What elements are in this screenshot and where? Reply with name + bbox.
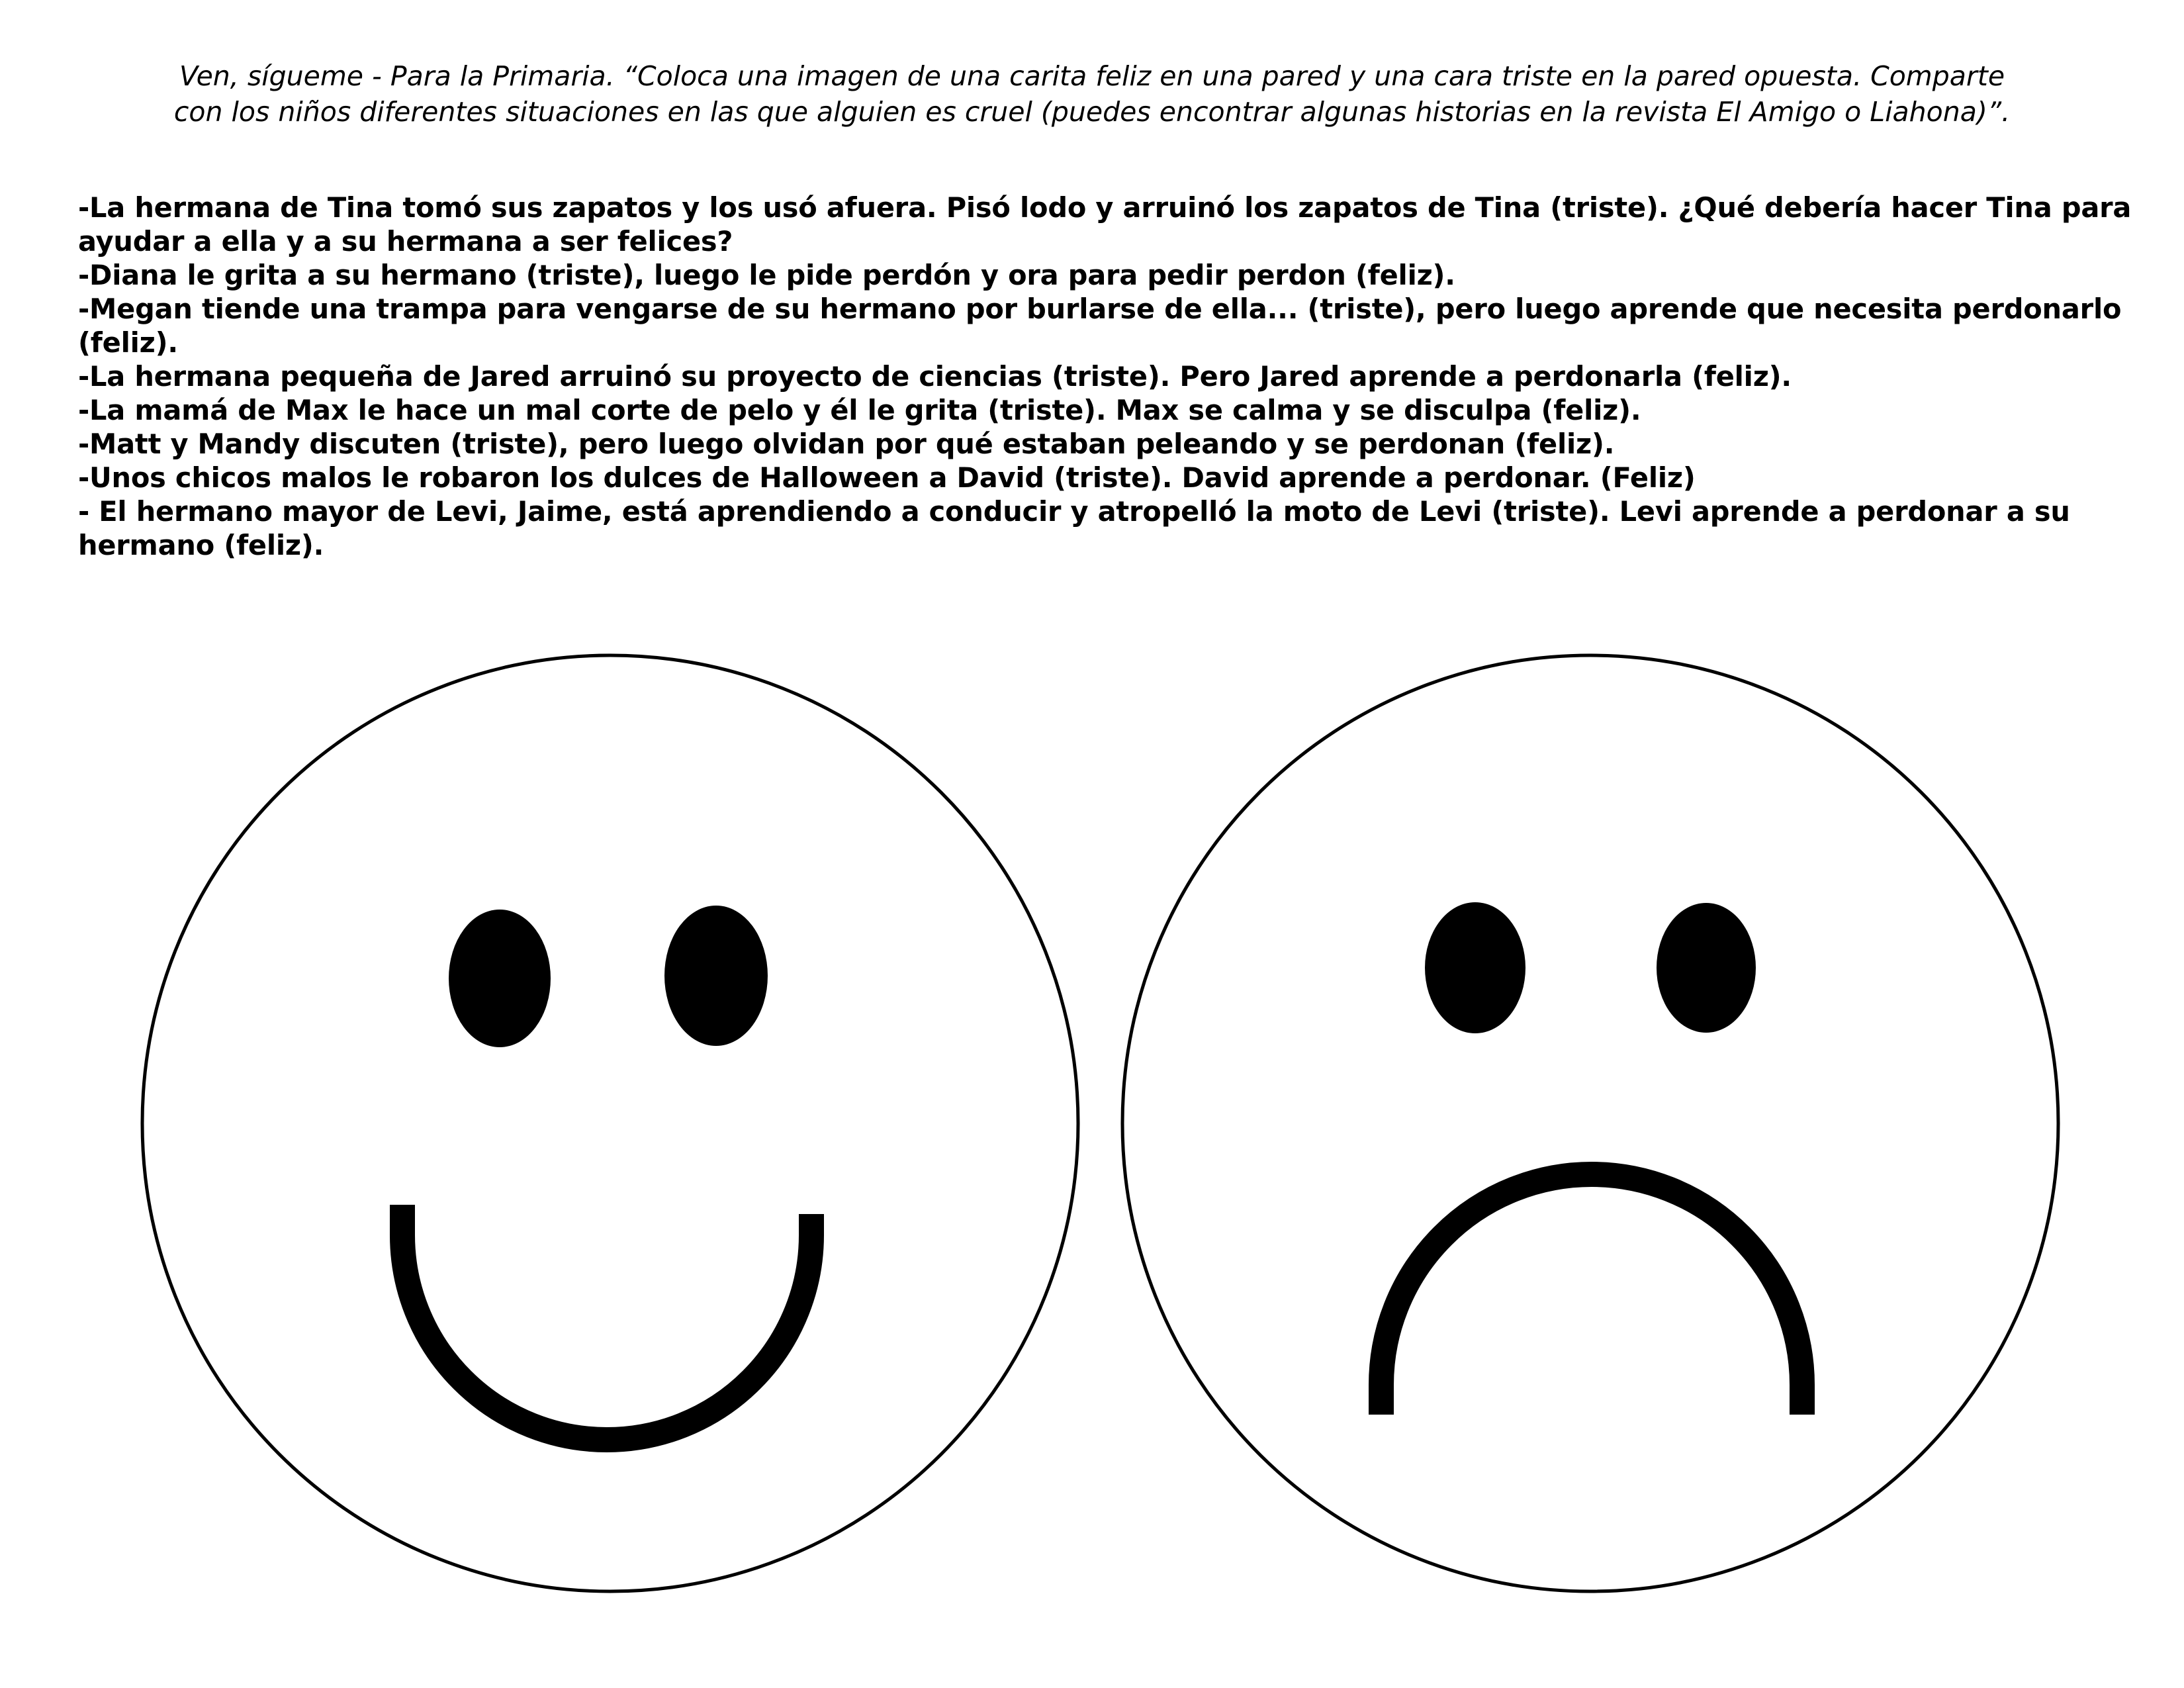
scenario-item: -La hermana de Tina tomó sus zapatos y los usó afuera. Pisó lodo y arruinó los zapatos de Tina (triste). ¿Qué debería hacer Tina para ayudar a ella y a su hermana a ser felices? <box>78 191 2132 258</box>
scenario-item: -La hermana pequeña de Jared arruinó su proyecto de ciencias (triste). Pero Jared aprende a perdonarla (feliz). <box>78 360 1792 393</box>
sad-face-outline <box>1122 655 2058 1591</box>
sad-face-right-eye <box>1657 903 1756 1033</box>
happy-face-left-eye <box>449 910 551 1047</box>
scenario-item: -Diana le grita a su hermano (triste), luego le pide perdón y ora para pedir perdon (feliz). <box>78 259 1455 291</box>
happy-face-icon <box>142 655 1078 1591</box>
intro-line-1: Ven, sígueme - Para la Primaria. “Coloca una imagen de una carita feliz en una pared y una cara triste en la pared opuesta. Comparte <box>179 60 2005 92</box>
scenario-item: -Megan tiende una trampa para vengarse de su hermano por burlarse de ella... (triste), pero luego aprende que necesita perdonarlo (feliz). <box>78 293 2122 359</box>
scenario-item: -Unos chicos malos le robaron los dulces de Halloween a David (triste). David aprende a perdonar. (Feliz) <box>78 461 1696 494</box>
scenario-item: - El hermano mayor de Levi, Jaime, está aprendiendo a conducir y atropelló la moto de Levi (triste). Levi aprende a perdonar a su hermano (feliz). <box>78 495 2070 561</box>
sad-face-icon <box>1122 655 2058 1591</box>
intro-line-2: con los niños diferentes situaciones en las que alguien es cruel (puedes encontrar algunas historias en la revista El Amigo o Liahona)”. <box>173 96 2011 128</box>
scenario-item: -La mamá de Max le hace un mal corte de pelo y él le grita (triste). Max se calma y se disculpa (feliz). <box>78 394 1641 426</box>
happy-face-right-eye <box>664 906 768 1046</box>
sad-face-left-eye <box>1425 902 1525 1033</box>
scenario-item: -Matt y Mandy discuten (triste), pero luego olvidan por qué estaban peleando y se perdonan (feliz). <box>78 428 1615 460</box>
